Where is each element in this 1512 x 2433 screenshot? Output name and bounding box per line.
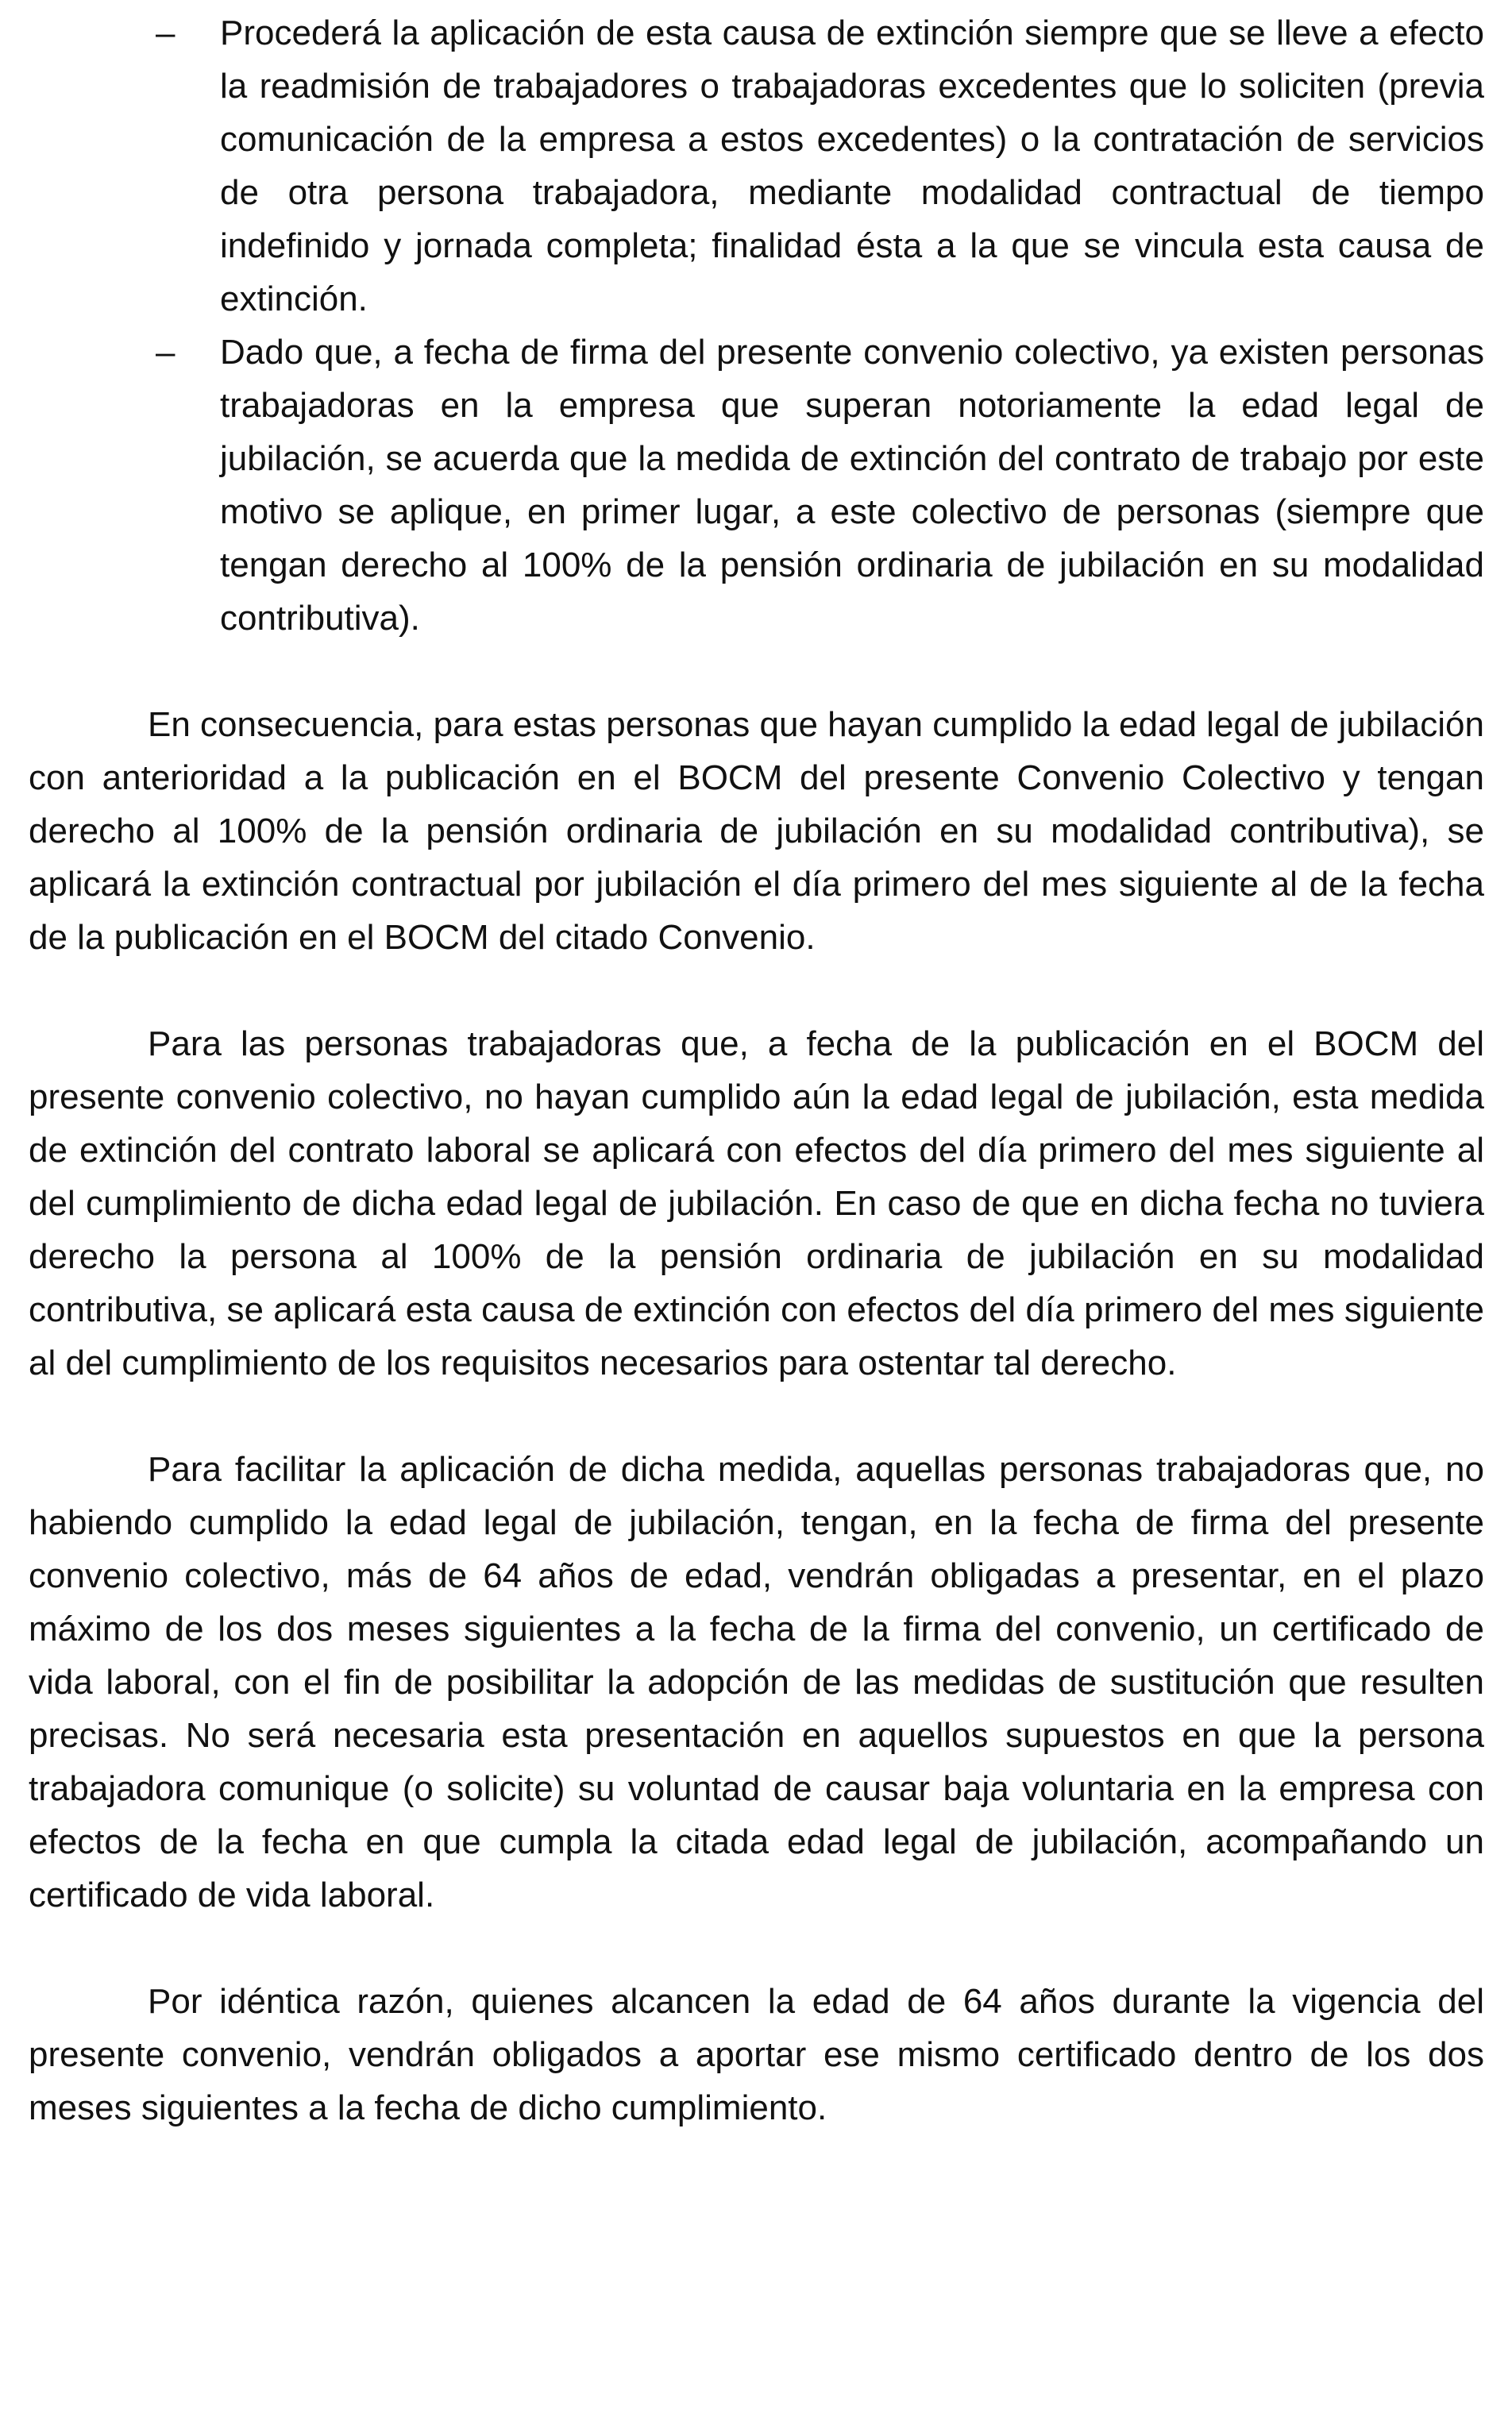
paragraph-identical-reason: Por idéntica razón, quienes alcancen la edad de 64 años durante la vigencia del presente convenio, vendrán obligados a aportar ese mismo certificado dentro de los dos meses siguientes a la fecha de dicho cumplimiento. (29, 1982, 1484, 2127)
bullet-item (29, 326, 1484, 645)
bullet-dash: – (156, 13, 176, 52)
bullet-text: Procederá la aplicación de esta causa de extinción siempre que se lleve a efecto la readmisión de trabajadores o trabajadoras excedentes que lo soliciten (previa comunicación de la empresa a estos excedentes) o la contratación de servicios de otra persona trabajadora, mediante modalidad contractual de tiempo indefinido y jornada completa; finalidad ésta a la que se vincula esta causa de extinción. (220, 13, 1484, 318)
bullet-item (29, 6, 1484, 326)
bullet-dash: – (156, 333, 176, 372)
bullet-text: Dado que, a fecha de firma del presente convenio colectivo, ya existen personas trabajadoras en la empresa que superan notoriamente la edad legal de jubilación, se acuerda que la medida de extinción del contrato de trabajo por este motivo se aplique, en primer lugar, a este colectivo de personas (siempre que tengan derecho al 100% de la pensión ordinaria de jubilación en su modalidad contributiva). (220, 333, 1484, 638)
paragraph-consequence: En consecuencia, para estas personas que hayan cumplido la edad legal de jubilación con anterioridad a la publicación en el BOCM del presente Convenio Colectivo y tengan derecho al 100% de la pensión ordinaria de jubilación en su modalidad contributiva), se aplicará la extinción contractual por jubilación el día primero del mes siguiente al de la fecha de la publicación en el BOCM del citado Convenio. (29, 705, 1484, 957)
paragraph-facilitation: Para facilitar la aplicación de dicha medida, aquellas personas trabajadoras que, no habiendo cumplido la edad legal de jubilación, tengan, en la fecha de firma del presente convenio colectivo, más de 64 años de edad, vendrán obligadas a presentar, en el plazo máximo de los dos meses siguientes a la fecha de la firma del convenio, un certificado de vida laboral, con el fin de posibilitar la adopción de las medidas de sustitución que resulten precisas. No será necesaria esta presentación en aquellos supuestos en que la persona trabajadora comunique (o solicite) su voluntad de causar baja voluntaria en la empresa con efectos de la fecha en que cumpla la citada edad legal de jubilación, acompañando un certificado de vida laboral. (29, 1450, 1484, 1914)
conditions-bullet-list (29, 6, 1484, 645)
paragraph-not-yet-retired: Para las personas trabajadoras que, a fecha de la publicación en el BOCM del presente convenio colectivo, no hayan cumplido aún la edad legal de jubilación, esta medida de extinción del contrato laboral se aplicará con efectos del día primero del mes siguiente al del cumplimiento de dicha edad legal de jubilación. En caso de que en dicha fecha no tuviera derecho la persona al 100% de la pensión ordinaria de jubilación en su modalidad contributiva, se aplicará esta causa de extinción con efectos del día primero del mes siguiente al del cumplimiento de los requisitos necesarios para ostentar tal derecho. (29, 1024, 1484, 1382)
